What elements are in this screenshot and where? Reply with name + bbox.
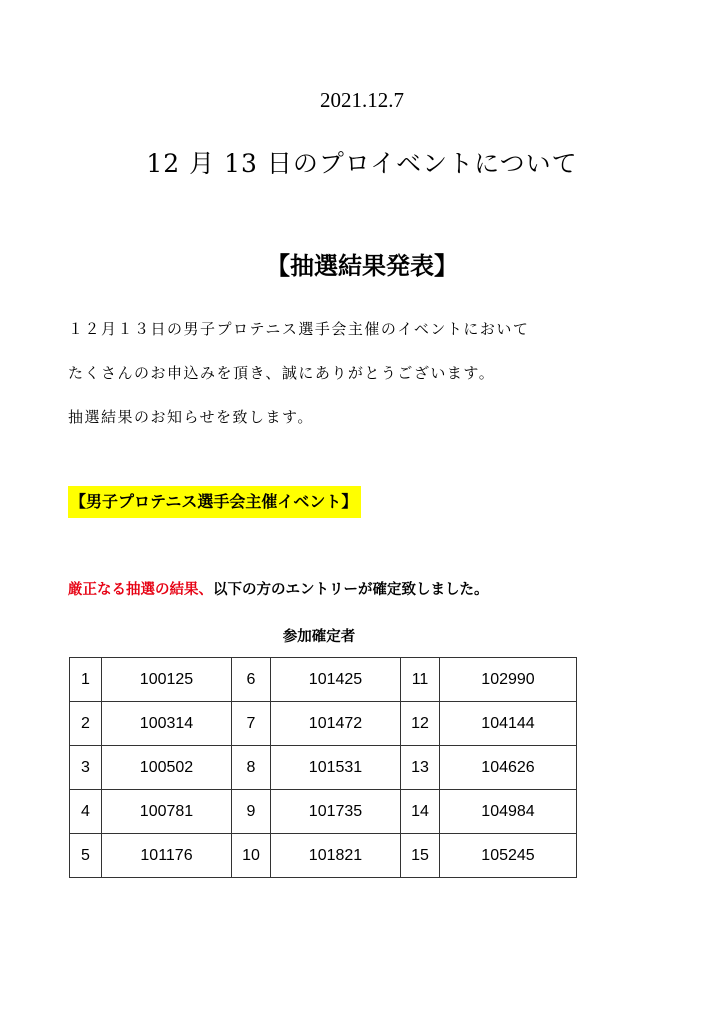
entry-id-cell: 100781	[102, 790, 232, 834]
table-caption: 参加確定者	[282, 629, 356, 645]
entry-number-cell: 4	[70, 790, 102, 834]
entry-id-cell: 105245	[440, 834, 577, 878]
entry-number-cell: 13	[401, 746, 440, 790]
entry-id-cell: 101531	[271, 746, 401, 790]
result-notice-red: 厳正なる抽選の結果、	[68, 582, 213, 598]
entry-number-cell: 9	[232, 790, 271, 834]
result-notice-text: 以下の方のエントリーが確定致しました。	[213, 582, 489, 598]
table-row	[70, 658, 577, 702]
confirmed-participants-table	[69, 657, 577, 878]
lottery-result-heading: 【抽選結果発表】	[266, 252, 458, 280]
table-row	[70, 790, 577, 834]
entry-number-cell: 3	[70, 746, 102, 790]
document-date: 2021.12.7	[320, 88, 404, 112]
event-label-highlight: 【男子プロテニス選手会主催イベント】	[68, 486, 361, 518]
table-row	[70, 834, 577, 878]
entry-number-cell: 14	[401, 790, 440, 834]
entry-id-cell: 100314	[102, 702, 232, 746]
entry-id-cell: 101176	[102, 834, 232, 878]
intro-line-2: たくさんのお申込みを頂き、誠にありがとうございます。	[68, 364, 496, 382]
entry-number-cell: 2	[70, 702, 102, 746]
entry-id-cell: 104626	[440, 746, 577, 790]
entry-id-cell: 101735	[271, 790, 401, 834]
entry-number-cell: 5	[70, 834, 102, 878]
table-row	[70, 702, 577, 746]
entry-id-cell: 101425	[271, 658, 401, 702]
entry-number-cell: 8	[232, 746, 271, 790]
entry-number-cell: 10	[232, 834, 271, 878]
intro-line-3: 抽選結果のお知らせを致します。	[68, 408, 314, 426]
entry-number-cell: 11	[401, 658, 440, 702]
table-row	[70, 746, 577, 790]
document-title: 12 月 13 日のプロイベントについて	[146, 149, 578, 178]
entry-number-cell: 15	[401, 834, 440, 878]
entry-id-cell: 101821	[271, 834, 401, 878]
entry-id-cell: 100125	[102, 658, 232, 702]
entry-id-cell: 104984	[440, 790, 577, 834]
entry-id-cell: 101472	[271, 702, 401, 746]
result-notice	[68, 578, 489, 599]
entry-id-cell: 104144	[440, 702, 577, 746]
intro-line-1: １２月１３日の男子プロテニス選手会主催のイベントにおいて	[68, 320, 530, 338]
entry-number-cell: 7	[232, 702, 271, 746]
entry-id-cell: 102990	[440, 658, 577, 702]
entry-id-cell: 100502	[102, 746, 232, 790]
entry-number-cell: 6	[232, 658, 271, 702]
entry-number-cell: 1	[70, 658, 102, 702]
entry-number-cell: 12	[401, 702, 440, 746]
